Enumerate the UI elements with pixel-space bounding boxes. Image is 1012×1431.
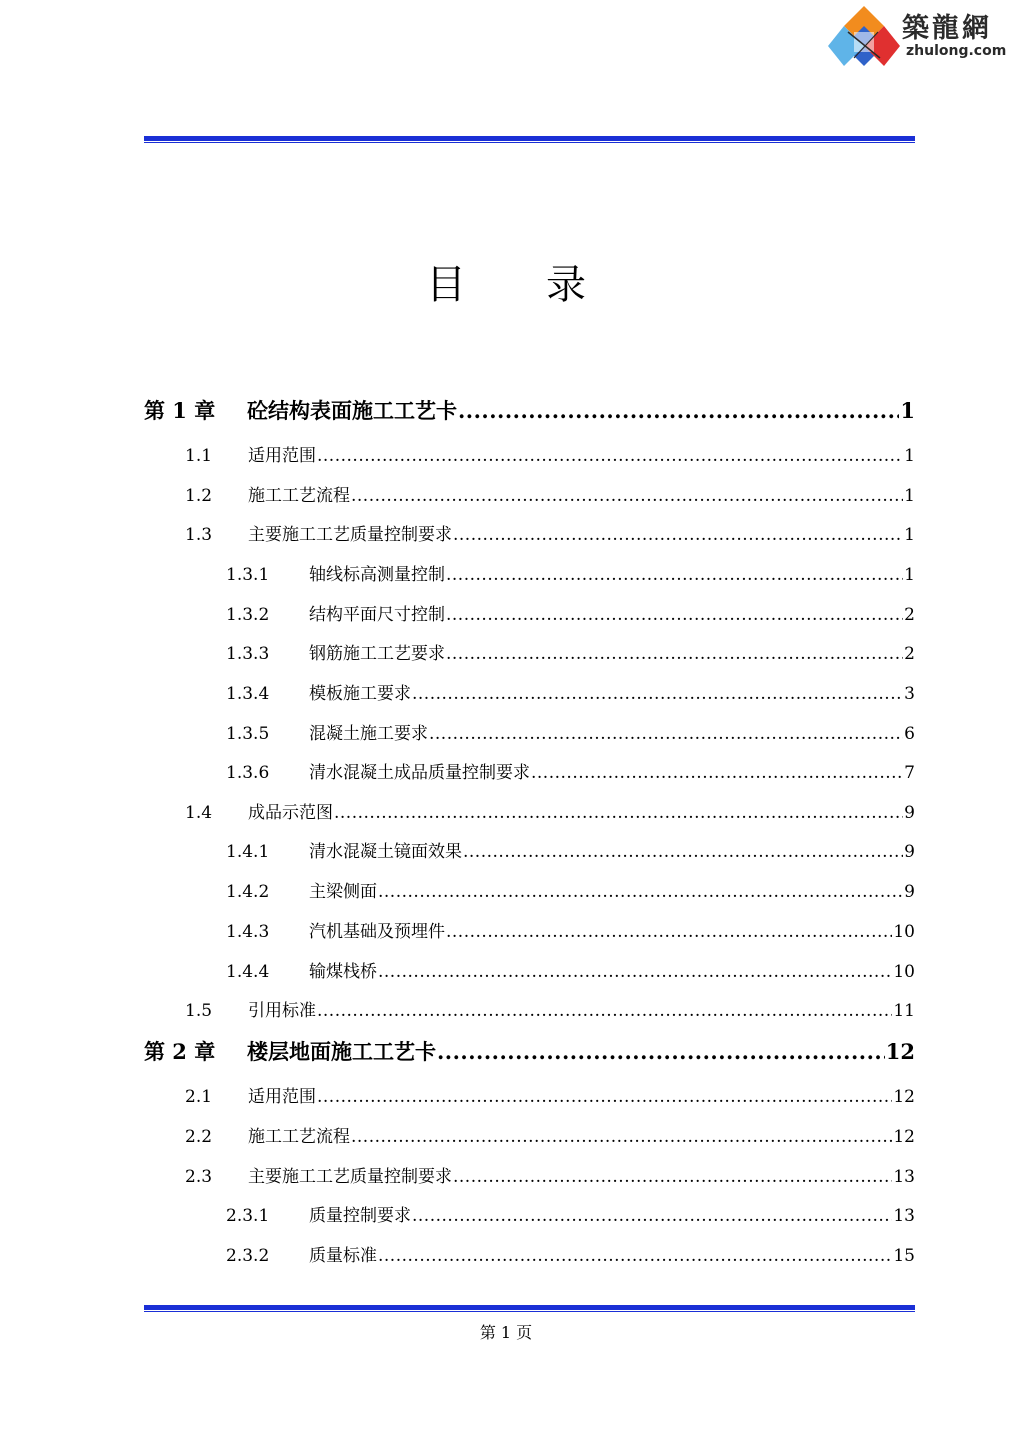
toc-dot-leader [446,922,892,942]
toc-entry-title: 主梁侧面 [309,882,377,902]
toc-entry-title: 钢筋施工工艺要求 [309,644,445,664]
toc-entry-title: 质量标准 [309,1246,377,1266]
toc-dot-leader [453,1167,892,1187]
toc-entry-title: 清水混凝土成品质量控制要求 [309,763,530,783]
toc-entry-title: 主要施工工艺质量控制要求 [248,1167,452,1187]
title-char-2: 录 [546,262,666,308]
toc-entry[interactable] [144,481,915,506]
toc-dot-leader [463,842,903,862]
zhulong-logo [828,0,1012,72]
toc-dot-leader [351,1127,892,1147]
toc-entry-page: 9 [904,842,915,862]
toc-entry-page: 6 [904,724,915,744]
toc-entry-title: 成品示范图 [248,803,333,823]
toc-entry-number: 1.4.3 [226,922,270,942]
toc-dot-leader [378,962,892,982]
toc-entry-number: 1.3.1 [226,565,270,585]
toc-entry[interactable] [144,758,915,783]
toc-entry-page: 9 [904,882,915,902]
toc-entry-number: 1.4.2 [226,882,270,902]
toc-entry-title: 输煤栈桥 [309,962,377,982]
toc-entry[interactable] [144,1241,915,1266]
toc-entry[interactable] [144,1162,915,1187]
toc-entry-title: 主要施工工艺质量控制要求 [248,525,452,545]
title-char-1: 目 [426,262,546,308]
toc-entry-page: 1 [900,398,915,423]
toc-entry-page: 2 [904,605,915,625]
toc-dot-leader [412,684,903,704]
logo-brand-cn: 築龍網 [902,13,992,44]
toc-dot-leader [531,763,903,783]
toc-entry[interactable] [144,1122,915,1147]
toc-entry-number: 1.3.3 [226,644,270,664]
toc-entry-number: 第 2 章 [144,1039,216,1064]
toc-entry-title: 施工工艺流程 [248,486,350,506]
toc-entry-title: 模板施工要求 [309,684,411,704]
toc-entry-number: 1.3.5 [226,724,270,744]
toc-entry-title: 适用范围 [248,1087,316,1107]
toc-entry-number: 2.2 [185,1127,213,1147]
toc-entry-page: 1 [904,486,915,506]
toc-entry[interactable] [144,996,915,1021]
toc-dot-leader [446,565,903,585]
toc-entry-page: 9 [904,803,915,823]
toc-entry-number: 2.1 [185,1087,213,1107]
toc-entry-number: 2.3 [185,1167,213,1187]
toc-dot-leader [351,486,903,506]
toc-dot-leader [446,605,903,625]
toc-entry[interactable] [144,639,915,664]
toc-entry-title: 引用标准 [248,1001,316,1021]
toc-dot-leader [334,803,903,823]
toc-entry[interactable] [144,798,915,823]
toc-entry[interactable] [144,1082,915,1107]
logo-brand-en: zhulong.com [906,43,1007,59]
toc-dot-leader [378,1246,892,1266]
toc-entry-number: 1.1 [185,446,213,466]
toc-entry[interactable] [144,957,915,982]
document-title [0,253,1012,310]
toc-entry-page: 1 [904,446,915,466]
toc-entry-page: 15 [893,1246,915,1266]
toc-entry[interactable] [144,520,915,545]
toc-entry-number: 1.4 [185,803,213,823]
toc-dot-leader [458,398,899,423]
toc-entry-title: 施工工艺流程 [248,1127,350,1147]
toc-entry[interactable] [144,837,915,862]
toc-entry-page: 13 [893,1206,915,1226]
toc-entry-number: 第 1 章 [144,398,216,423]
toc-chapter-entry[interactable] [144,395,915,425]
toc-dot-leader [378,882,903,902]
toc-entry-number: 1.5 [185,1001,213,1021]
toc-entry-page: 2 [904,644,915,664]
toc-entry[interactable] [144,877,915,902]
toc-entry-number: 1.2 [185,486,213,506]
toc-chapter-entry[interactable] [144,1036,915,1066]
toc-entry-page: 1 [904,525,915,545]
toc-entry-page: 12 [893,1127,915,1147]
toc-dot-leader [437,1039,885,1064]
toc-dot-leader [317,1087,892,1107]
toc-entry-number: 1.3.6 [226,763,270,783]
toc-entry[interactable] [144,560,915,585]
toc-entry-title: 清水混凝土镜面效果 [309,842,462,862]
toc-dot-leader [453,525,903,545]
toc-entry-page: 3 [904,684,915,704]
toc-entry-number: 1.4.4 [226,962,270,982]
toc-entry-page: 1 [904,565,915,585]
toc-entry-number: 1.3.2 [226,605,270,625]
toc-entry-title: 轴线标高测量控制 [309,565,445,585]
toc-entry-page: 7 [904,763,915,783]
toc-entry[interactable] [144,679,915,704]
page-number: 第 1 页 [479,1323,533,1342]
footer-rule [144,1305,915,1312]
toc-entry-title: 适用范围 [248,446,316,466]
toc-entry[interactable] [144,1201,915,1226]
toc-entry-page: 10 [893,922,915,942]
header-rule [144,136,915,143]
toc-entry-number: 2.3.2 [226,1246,270,1266]
toc-dot-leader [446,644,903,664]
toc-entry[interactable] [144,719,915,744]
toc-entry-number: 1.3.4 [226,684,270,704]
toc-entry-title: 砼结构表面施工工艺卡 [247,398,457,423]
toc-entry[interactable] [144,600,915,625]
toc-entry-title: 混凝土施工要求 [309,724,428,744]
toc-dot-leader [317,1001,892,1021]
toc-entry-page: 10 [893,962,915,982]
toc-entry-page: 12 [893,1087,915,1107]
toc-entry-title: 质量控制要求 [309,1206,411,1226]
toc-entry[interactable] [144,917,915,942]
toc-dot-leader [317,446,903,466]
toc-entry-page: 12 [885,1039,915,1064]
toc-entry[interactable] [144,441,915,466]
toc-entry-number: 1.4.1 [226,842,270,862]
toc-entry-number: 2.3.1 [226,1206,270,1226]
toc-dot-leader [412,1206,892,1226]
toc-entry-page: 13 [893,1167,915,1187]
toc-entry-title: 楼层地面施工工艺卡 [247,1039,436,1064]
toc-entry-title: 汽机基础及预埋件 [309,922,445,942]
toc-entry-page: 11 [893,1001,915,1021]
toc-entry-title: 结构平面尺寸控制 [309,605,445,625]
toc-dot-leader [429,724,903,744]
toc-entry-number: 1.3 [185,525,213,545]
logo-mark-icon [828,2,900,70]
